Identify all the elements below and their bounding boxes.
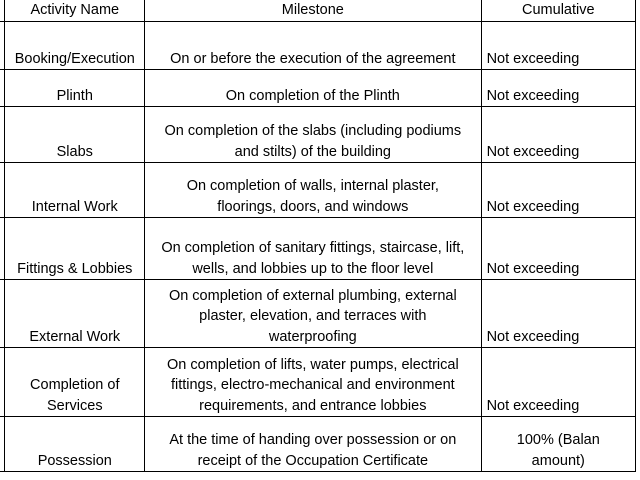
header-row [0, 0, 636, 22]
activity-cell[interactable]: External Work [5, 280, 145, 348]
activity-cell[interactable]: Booking/Execution [5, 22, 145, 70]
table-row [0, 218, 636, 280]
activity-cell[interactable]: Completion of Services [5, 348, 145, 417]
table-row [0, 163, 636, 218]
milestone-cell[interactable]: At the time of handing over possession or on receipt of the Occupation Certificate [145, 417, 481, 472]
cumulative-cell[interactable]: Not exceeding [481, 218, 635, 280]
table-row [0, 107, 636, 163]
header-cell-milestone[interactable]: Milestone [145, 0, 481, 22]
activity-cell[interactable]: Internal Work [5, 163, 145, 218]
milestone-cell[interactable]: On completion of walls, internal plaster, floorings, doors, and windows [145, 163, 481, 218]
cumulative-cell[interactable]: Not exceeding [481, 107, 635, 163]
milestone-cell[interactable]: On completion of the slabs (including podiums and stilts) of the building [145, 107, 481, 163]
header-cell-cumulative[interactable]: Cumulative [481, 0, 635, 22]
activity-cell[interactable]: Plinth [5, 70, 145, 107]
activity-cell[interactable]: Fittings & Lobbies [5, 218, 145, 280]
cumulative-cell[interactable]: Not exceeding [481, 280, 635, 348]
milestone-cell[interactable]: On completion of lifts, water pumps, electrical fittings, electro-mechanical and environment requirements, and entrance lobbies [145, 348, 481, 417]
milestone-cell[interactable]: On completion of external plumbing, external plaster, elevation, and terraces with waterproofing [145, 280, 481, 348]
activity-cell[interactable]: Slabs [5, 107, 145, 163]
table-row [0, 22, 636, 70]
table-row [0, 417, 636, 472]
milestone-cell[interactable]: On or before the execution of the agreement [145, 22, 481, 70]
milestone-cell[interactable]: On completion of sanitary fittings, staircase, lift, wells, and lobbies up to the floor level [145, 218, 481, 280]
table-row [0, 348, 636, 417]
cumulative-cell[interactable]: Not exceeding [481, 348, 635, 417]
table-row [0, 280, 636, 348]
cumulative-cell[interactable]: Not exceeding [481, 22, 635, 70]
cumulative-cell[interactable]: Not exceeding [481, 70, 635, 107]
cumulative-cell[interactable]: Not exceeding [481, 163, 635, 218]
header-cell-activity-name[interactable]: Activity Name [5, 0, 145, 22]
cumulative-cell[interactable]: 100% (Balan amount) [481, 417, 635, 472]
table-row [0, 70, 636, 107]
activity-cell[interactable]: Possession [5, 417, 145, 472]
milestone-cell[interactable]: On completion of the Plinth [145, 70, 481, 107]
